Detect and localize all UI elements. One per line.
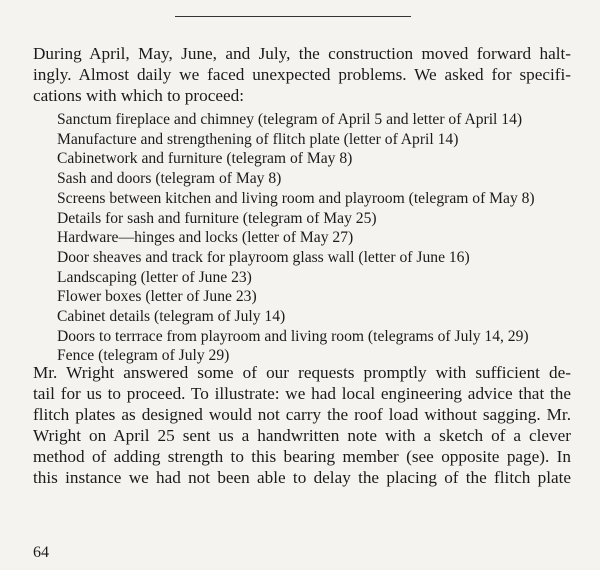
text-line: During April, May, June, and July, the construction moved forward halt-	[33, 44, 571, 63]
intro-paragraph	[33, 43, 571, 106]
text-line: cations with which to proceed:	[33, 86, 244, 105]
list-item: Landscaping (letter of June 23)	[57, 268, 252, 286]
text-line: ingly. Almost daily we faced unexpected problems. We asked for specifi-	[33, 65, 571, 84]
text-line: flitch plates as designed would not carry the roof load without sagging. Mr.	[33, 405, 571, 424]
text-line: method of adding strength to this bearing member (see opposite page). In	[33, 447, 571, 466]
list-item: Fence (telegram of July 29)	[57, 347, 230, 365]
list-item: Screens between kitchen and living room and playroom (telegram of May 8)	[57, 189, 535, 207]
list-item: Cabinet details (telegram of July 14)	[57, 308, 286, 326]
list-item: Hardware—hinges and locks (letter of May 27)	[57, 229, 354, 247]
list-item: Cabinetwork and furniture (telegram of May 8)	[57, 150, 353, 168]
text-line: tail for us to proceed. To illustrate: we had local engineering advice that the	[33, 384, 571, 403]
text-line: this instance we had not been able to delay the placing of the flitch plate	[33, 468, 571, 487]
specifications-list	[57, 110, 535, 366]
body-paragraph	[33, 362, 571, 488]
list-item: Manufacture and strengthening of flitch plate (letter of April 14)	[57, 130, 459, 148]
list-item: Doors to terrrace from playroom and living room (telegrams of July 14, 29)	[57, 327, 529, 345]
list-item: Flower boxes (letter of June 23)	[57, 288, 257, 306]
list-item: Details for sash and furniture (telegram of May 25)	[57, 209, 377, 227]
text-line: Wright on April 25 sent us a handwritten note with a sketch of a clever	[33, 426, 571, 445]
text-line: Mr. Wright answered some of our requests promptly with sufficient de-	[33, 363, 571, 382]
list-item: Sanctum fireplace and chimney (telegram of April 5 and letter of April 14)	[57, 111, 523, 128]
list-item: Sash and doors (telegram of May 8)	[57, 170, 282, 188]
top-rule	[175, 16, 411, 17]
list-item: Door sheaves and track for playroom glass wall (letter of June 16)	[57, 248, 470, 266]
page-number: 64	[33, 544, 49, 561]
